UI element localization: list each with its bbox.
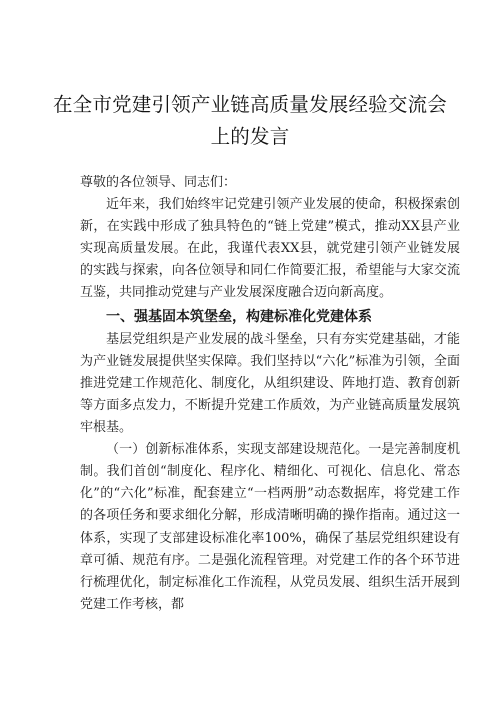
document-title-line-2: 上的发言 [210, 125, 290, 148]
document-body [80, 172, 460, 616]
intro-paragraph: 近年来，我们始终牢记党建引领产业发展的使命，积极探索创新，在实践中形成了独具特色的“链上党建”模式，推动XX县产业实现高质量发展。在此，我谨代表XX县，就党建引领产业链发展的实践与探索，向各位领导和同仁作简要汇报，希望能与大家交流互鉴，共同推动党建与产业发展深度融合迈向新高度。 [80, 197, 460, 301]
section-1-heading: 一、强基固本筑堡垒，构建标准化党建体系 [106, 308, 372, 325]
subsection-1-paragraph: （一）创新标准体系，实现支部建设规范化。一是完善制度机制。我们首创“制度化、程序化、精细化、可视化、信息化、常态化”的“六化”标准，配套建立“一档两册”动态数据库，将党建工作的各项任务和要求细化分解，形成清晰明确的操作指南。通过这一体系，实现了支部建设标准化率100%，确保了基层党组织建设有章可循、规范有序。二是强化流程管理。对党建工作的各个环节进行梳理优化，制定标准化工作流程，从党员发展、组织生活开展到党建工作考核，都 [80, 442, 460, 612]
greeting: 尊敬的各位领导、同志们： [80, 175, 237, 190]
document-title-line-1: 在全市党建引领产业链高质量发展经验交流会 [52, 93, 447, 116]
section-1-paragraph: 基层党组织是产业发展的战斗堡垒，只有夯实党建基础，才能为产业链发展提供坚实保障。我们坚持以“六化”标准为引领，全面推进党建工作规范化、制度化，从组织建设、阵地打造、教育创新等方面多点发力，不断提升党建工作质效，为产业链高质量发展筑牢根基。 [80, 331, 460, 436]
